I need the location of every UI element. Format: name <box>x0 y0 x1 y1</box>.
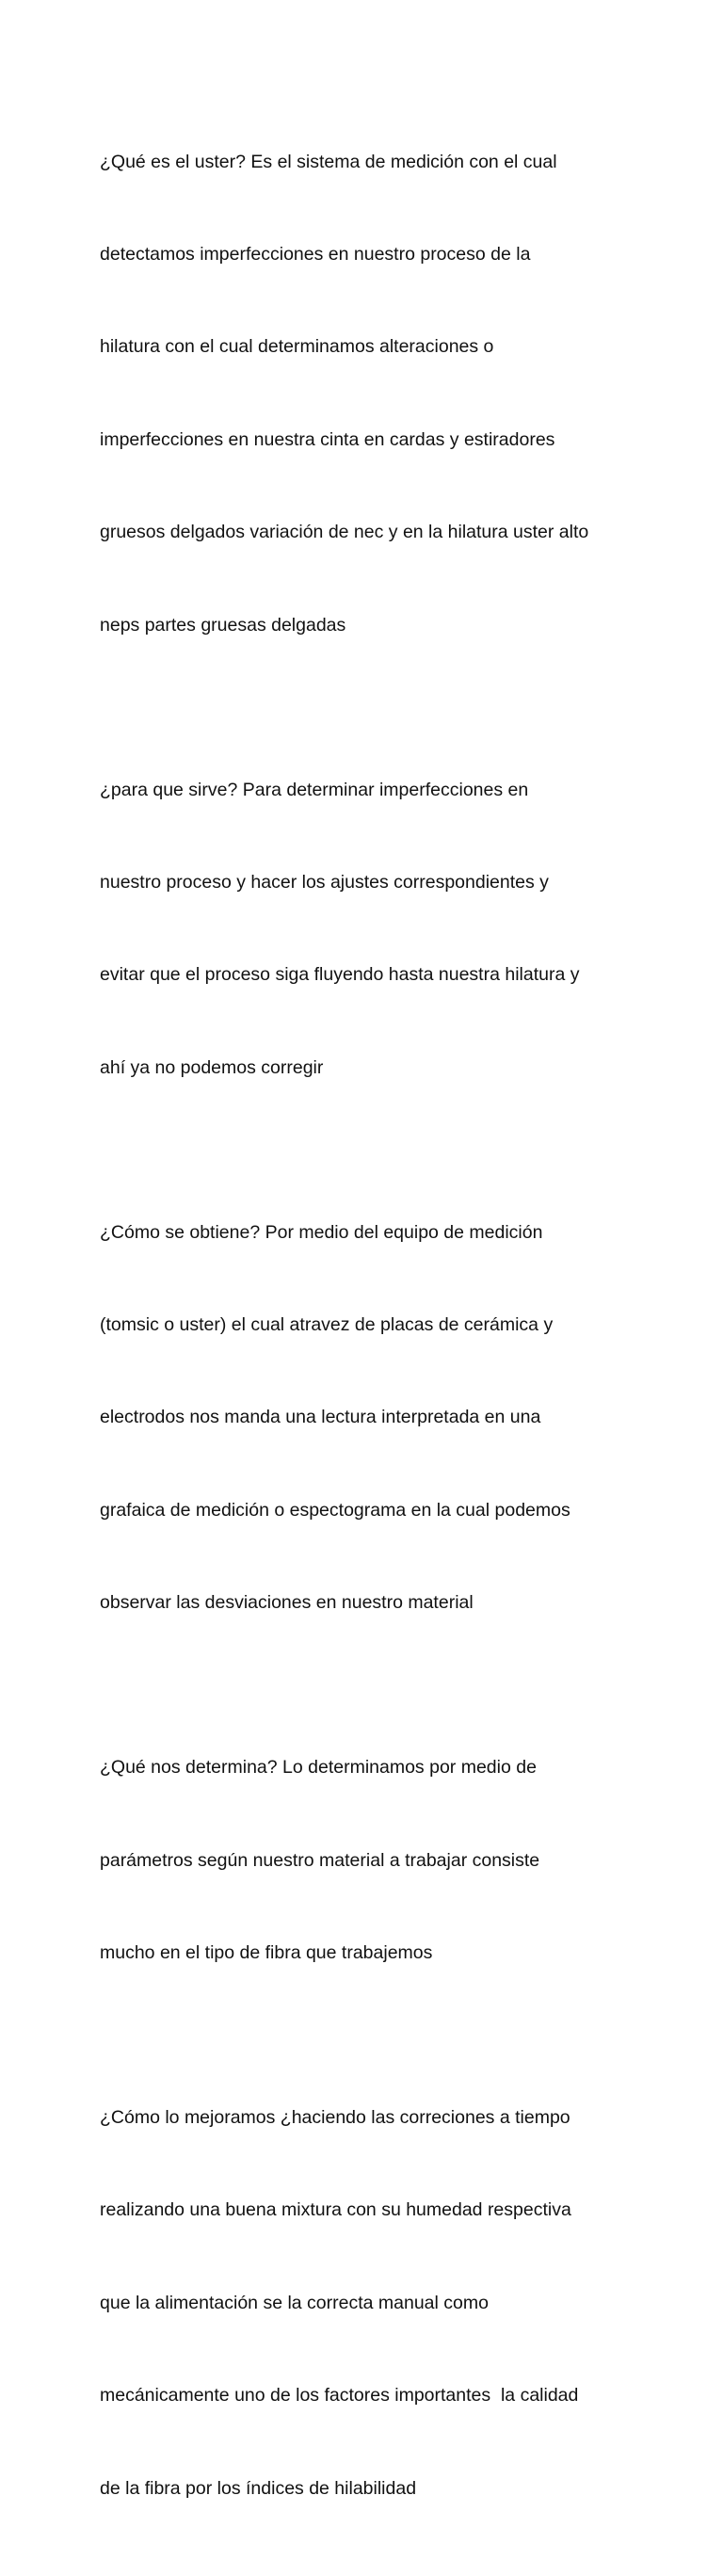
text-line: grafaica de medición o espectograma en la cual podemos <box>100 1499 570 1521</box>
text-line: ahí ya no podemos corregir <box>100 1056 324 1078</box>
text-line: detectamos imperfecciones en nuestro proceso de la <box>100 243 531 265</box>
document-body <box>100 85 627 2576</box>
text-line: evitar que el proceso siga fluyendo hasta nuestra hilatura y <box>100 964 580 986</box>
text-line: mucho en el tipo de fibra que trabajemos <box>100 1942 433 1964</box>
text-line: observar las desviaciones en nuestro material <box>100 1592 474 1614</box>
paragraph-what-determines <box>100 1691 627 2031</box>
text-line: ¿para que sirve? Para determinar imperfecciones en <box>100 779 529 800</box>
text-line: parámetros según nuestro material a trabajar consiste <box>100 1849 540 1871</box>
text-line: gruesos delgados variación de nec y en la hilatura uster alto <box>100 522 589 543</box>
text-line: neps partes gruesas delgadas <box>100 614 346 636</box>
text-line: realizando una buena mixtura con su humedad respectiva <box>100 2199 571 2221</box>
text-line: nuestro proceso y hacer los ajustes correspondientes y <box>100 871 549 893</box>
paragraph-what-is-uster <box>100 85 627 702</box>
text-line: imperfecciones en nuestra cinta en cardas y estiradores <box>100 428 555 450</box>
text-line: ¿Cómo lo mejoramos ¿haciendo las correciones a tiempo <box>100 2107 570 2128</box>
paragraph-how-improve <box>100 2040 627 2566</box>
text-line: que la alimentación se la correcta manual como <box>100 2292 489 2313</box>
text-line: electrodos nos manda una lectura interpretada en una <box>100 1407 541 1428</box>
paragraph-how-obtained <box>100 1155 627 1681</box>
text-line: ¿Qué nos determina? Lo determinamos por medio de <box>100 1757 537 1779</box>
text-line: ¿Cómo se obtiene? Por medio del equipo de medición <box>100 1221 543 1243</box>
paragraph-purpose <box>100 713 627 1145</box>
text-line: mecánicamente uno de los factores importantes la calidad <box>100 2385 579 2407</box>
text-line: hilatura con el cual determinamos alteraciones o <box>100 336 494 358</box>
text-line: (tomsic o uster) el cual atravez de placas de cerámica y <box>100 1314 554 1336</box>
text-line: de la fibra por los índices de hilabilidad <box>100 2477 417 2499</box>
text-line: ¿Qué es el uster? Es el sistema de medición con el cual <box>100 151 557 172</box>
